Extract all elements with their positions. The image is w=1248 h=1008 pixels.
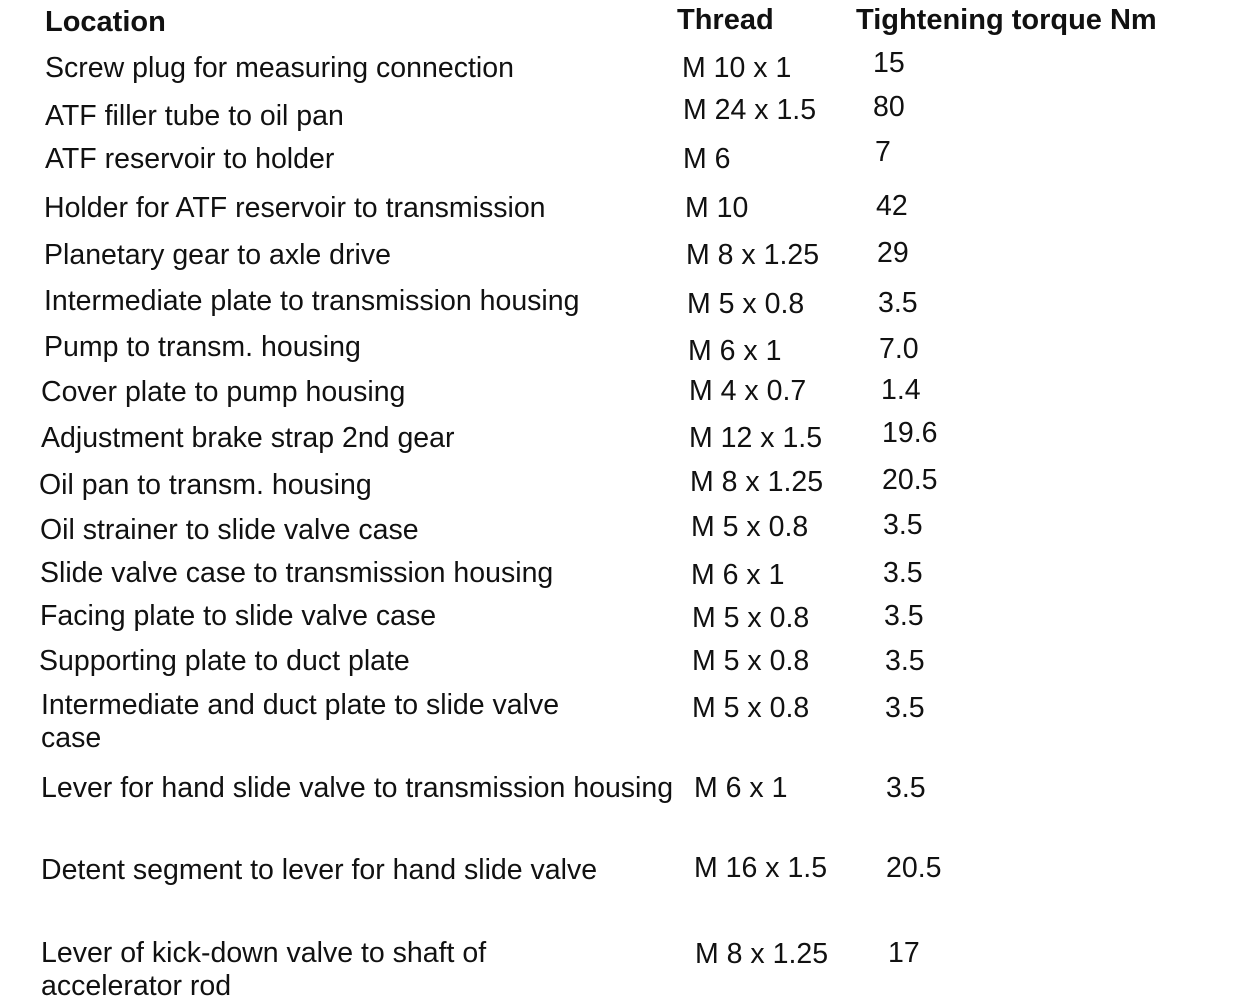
location-cell: Planetary gear to axle drive <box>44 239 391 271</box>
torque-cell: 3.5 <box>878 287 918 319</box>
location-cell: Screw plug for measuring connection <box>45 52 514 84</box>
torque-cell: 29 <box>877 237 909 269</box>
header-thread: Thread <box>677 4 774 36</box>
thread-cell: M 6 <box>683 143 731 175</box>
torque-cell: 42 <box>876 190 908 222</box>
thread-cell: M 8 x 1.25 <box>686 239 820 271</box>
thread-cell: M 10 x 1 <box>682 52 792 84</box>
thread-cell: M 5 x 0.8 <box>687 288 805 320</box>
location-cell: Intermediate plate to transmission housing <box>44 285 580 317</box>
location-cell: Pump to transm. housing <box>44 331 361 363</box>
torque-cell: 7.0 <box>879 333 919 365</box>
torque-cell: 7 <box>875 136 891 168</box>
location-cell: Oil pan to transm. housing <box>39 469 372 501</box>
location-cell: Supporting plate to duct plate <box>39 645 410 677</box>
location-cell: Detent segment to lever for hand slide valve <box>41 854 598 886</box>
location-cell: Facing plate to slide valve case <box>40 600 437 632</box>
thread-cell: M 4 x 0.7 <box>689 375 807 407</box>
thread-cell: M 5 x 0.8 <box>691 511 809 543</box>
thread-cell: M 8 x 1.25 <box>695 938 829 970</box>
torque-cell: 15 <box>873 47 905 79</box>
torque-cell: 20.5 <box>882 464 938 496</box>
thread-cell: M 5 x 0.8 <box>692 692 810 724</box>
header-location: Location <box>45 6 166 38</box>
thread-cell: M 10 <box>685 192 749 224</box>
location-cell: Lever for hand slide valve to transmission housing <box>41 772 674 804</box>
torque-cell: 3.5 <box>886 772 926 804</box>
torque-cell: 20.5 <box>886 852 942 884</box>
header-torque: Tightening torque Nm <box>856 4 1157 36</box>
torque-cell: 3.5 <box>885 645 925 677</box>
location-cell: Oil strainer to slide valve case <box>40 514 419 546</box>
thread-cell: M 5 x 0.8 <box>692 602 810 634</box>
thread-cell: M 12 x 1.5 <box>689 422 823 454</box>
torque-cell: 3.5 <box>883 557 923 589</box>
torque-cell: 80 <box>873 91 905 123</box>
location-cell: Intermediate and duct plate to slide valve case <box>41 689 560 754</box>
torque-cell: 3.5 <box>883 509 923 541</box>
thread-cell: M 5 x 0.8 <box>692 645 810 677</box>
location-cell: Cover plate to pump housing <box>41 376 406 408</box>
torque-cell: 3.5 <box>885 692 925 724</box>
location-cell: ATF filler tube to oil pan <box>45 100 344 132</box>
location-cell: Lever of kick-down valve to shaft of accelerator rod <box>41 937 487 1002</box>
location-cell: Adjustment brake strap 2nd gear <box>41 422 455 454</box>
thread-cell: M 6 x 1 <box>688 335 782 367</box>
torque-cell: 1.4 <box>881 374 921 406</box>
torque-cell: 19.6 <box>882 417 938 449</box>
location-cell: Holder for ATF reservoir to transmission <box>44 192 546 224</box>
thread-cell: M 8 x 1.25 <box>690 466 824 498</box>
thread-cell: M 24 x 1.5 <box>683 94 817 126</box>
thread-cell: M 6 x 1 <box>691 559 785 591</box>
thread-cell: M 16 x 1.5 <box>694 852 828 884</box>
location-cell: ATF reservoir to holder <box>45 143 335 175</box>
thread-cell: M 6 x 1 <box>694 772 788 804</box>
torque-cell: 3.5 <box>884 600 924 632</box>
torque-cell: 17 <box>888 937 920 969</box>
location-cell: Slide valve case to transmission housing <box>40 557 554 589</box>
